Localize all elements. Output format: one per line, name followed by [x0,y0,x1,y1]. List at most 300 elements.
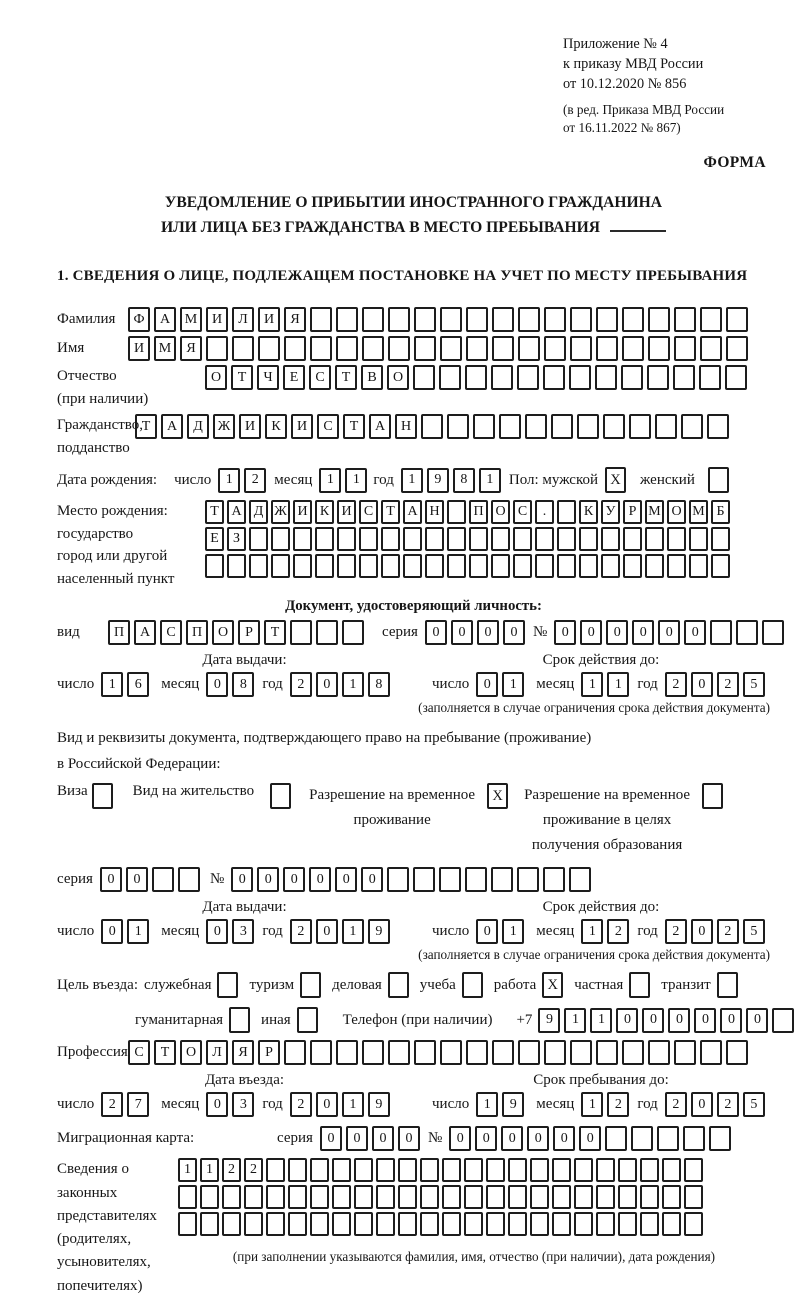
char-cell[interactable]: 0 [346,1126,368,1151]
char-cell[interactable] [544,1040,566,1065]
char-cell[interactable] [570,307,592,332]
char-cell[interactable]: 0 [451,620,473,645]
char-cell[interactable] [530,1212,549,1236]
char-cell[interactable] [508,1212,527,1236]
char-cell[interactable] [178,867,200,892]
char-cell[interactable]: 0 [632,620,654,645]
char-cell[interactable] [425,554,444,578]
char-cell[interactable]: П [108,620,130,645]
char-cell[interactable] [543,867,565,892]
char-cell[interactable]: Т [381,500,400,524]
char-cell[interactable]: И [128,336,150,361]
char-cell[interactable]: С [359,500,378,524]
char-cell[interactable]: Р [238,620,260,645]
char-cell[interactable] [596,1185,615,1209]
char-cell[interactable]: 0 [477,620,499,645]
char-cell[interactable]: 7 [127,1092,149,1117]
char-cell[interactable] [596,1158,615,1182]
char-cell[interactable] [293,554,312,578]
char-cell[interactable]: М [645,500,664,524]
char-cell[interactable] [293,527,312,551]
char-cell[interactable]: А [161,414,183,439]
char-cell[interactable]: 0 [746,1008,768,1033]
char-cell[interactable] [662,1212,681,1236]
char-cell[interactable]: Д [187,414,209,439]
char-cell[interactable] [425,527,444,551]
char-cell[interactable] [601,554,620,578]
char-cell[interactable] [310,1040,332,1065]
char-cell[interactable] [342,620,364,645]
char-cell[interactable]: Т [205,500,224,524]
char-cell[interactable] [518,307,540,332]
char-cell[interactable]: 0 [257,867,279,892]
char-cell[interactable]: С [513,500,532,524]
char-cell[interactable] [376,1212,395,1236]
char-cell[interactable]: 2 [717,672,739,697]
char-cell[interactable]: О [667,500,686,524]
char-cell[interactable] [577,414,599,439]
char-cell[interactable] [772,1008,794,1033]
char-cell[interactable] [684,1158,703,1182]
char-cell[interactable] [513,527,532,551]
char-cell[interactable] [645,554,664,578]
char-cell[interactable] [622,336,644,361]
char-cell[interactable]: С [317,414,339,439]
purpose-work-checkbox[interactable]: X [542,972,563,998]
char-cell[interactable]: Ж [271,500,290,524]
char-cell[interactable] [530,1185,549,1209]
char-cell[interactable] [332,1212,351,1236]
char-cell[interactable] [486,1212,505,1236]
char-cell[interactable] [700,336,722,361]
char-cell[interactable] [310,1212,329,1236]
char-cell[interactable] [601,527,620,551]
char-cell[interactable]: Е [283,365,305,390]
char-cell[interactable]: 0 [616,1008,638,1033]
char-cell[interactable] [337,554,356,578]
char-cell[interactable]: 0 [476,672,498,697]
char-cell[interactable] [244,1212,263,1236]
char-cell[interactable]: 1 [502,919,524,944]
char-cell[interactable]: 1 [342,919,364,944]
char-cell[interactable] [667,554,686,578]
purpose-transit-checkbox[interactable] [717,972,738,998]
char-cell[interactable] [535,527,554,551]
char-cell[interactable]: 0 [503,620,525,645]
char-cell[interactable] [552,1158,571,1182]
char-cell[interactable] [447,527,466,551]
char-cell[interactable] [271,527,290,551]
char-cell[interactable]: 8 [368,672,390,697]
char-cell[interactable]: И [337,500,356,524]
char-cell[interactable]: 0 [642,1008,664,1033]
char-cell[interactable] [683,1126,705,1151]
char-cell[interactable] [414,1040,436,1065]
char-cell[interactable] [707,414,729,439]
char-cell[interactable] [574,1185,593,1209]
char-cell[interactable]: 0 [476,919,498,944]
char-cell[interactable]: 0 [691,1092,713,1117]
char-cell[interactable] [222,1212,241,1236]
char-cell[interactable] [387,867,409,892]
char-cell[interactable]: 5 [743,919,765,944]
char-cell[interactable] [726,336,748,361]
char-cell[interactable] [655,414,677,439]
char-cell[interactable] [420,1185,439,1209]
char-cell[interactable]: К [315,500,334,524]
char-cell[interactable] [674,1040,696,1065]
char-cell[interactable]: 3 [232,919,254,944]
char-cell[interactable] [574,1212,593,1236]
char-cell[interactable]: 0 [691,919,713,944]
char-cell[interactable] [596,1212,615,1236]
char-cell[interactable]: 5 [743,672,765,697]
char-cell[interactable]: Т [264,620,286,645]
char-cell[interactable]: 9 [538,1008,560,1033]
char-cell[interactable] [711,554,730,578]
char-cell[interactable] [618,1158,637,1182]
char-cell[interactable] [359,554,378,578]
char-cell[interactable]: Т [343,414,365,439]
char-cell[interactable] [398,1185,417,1209]
char-cell[interactable] [684,1185,703,1209]
purpose-private-checkbox[interactable] [629,972,650,998]
char-cell[interactable]: Ч [257,365,279,390]
char-cell[interactable] [354,1158,373,1182]
char-cell[interactable] [684,1212,703,1236]
char-cell[interactable]: 2 [244,468,266,493]
char-cell[interactable] [569,867,591,892]
char-cell[interactable] [447,414,469,439]
char-cell[interactable] [711,527,730,551]
char-cell[interactable] [647,365,669,390]
char-cell[interactable]: 1 [479,468,501,493]
char-cell[interactable]: 0 [425,620,447,645]
char-cell[interactable]: С [309,365,331,390]
char-cell[interactable] [640,1185,659,1209]
char-cell[interactable] [466,336,488,361]
char-cell[interactable] [440,336,462,361]
char-cell[interactable] [762,620,784,645]
char-cell[interactable]: 0 [475,1126,497,1151]
purpose-tourism-checkbox[interactable] [300,972,321,998]
char-cell[interactable] [689,527,708,551]
char-cell[interactable] [557,554,576,578]
char-cell[interactable] [662,1185,681,1209]
char-cell[interactable] [557,527,576,551]
char-cell[interactable] [403,554,422,578]
female-checkbox[interactable] [708,467,729,493]
char-cell[interactable] [439,365,461,390]
char-cell[interactable]: 2 [665,672,687,697]
char-cell[interactable] [595,365,617,390]
char-cell[interactable] [421,414,443,439]
char-cell[interactable] [530,1158,549,1182]
char-cell[interactable] [640,1158,659,1182]
char-cell[interactable] [623,527,642,551]
char-cell[interactable] [266,1212,285,1236]
char-cell[interactable]: К [579,500,598,524]
char-cell[interactable] [447,554,466,578]
char-cell[interactable] [439,867,461,892]
char-cell[interactable] [645,527,664,551]
char-cell[interactable] [442,1185,461,1209]
char-cell[interactable]: 2 [290,672,312,697]
char-cell[interactable]: 1 [607,672,629,697]
char-cell[interactable]: Б [711,500,730,524]
char-cell[interactable]: 0 [372,1126,394,1151]
char-cell[interactable] [244,1185,263,1209]
char-cell[interactable] [621,365,643,390]
char-cell[interactable] [544,307,566,332]
char-cell[interactable] [543,365,565,390]
char-cell[interactable] [354,1185,373,1209]
char-cell[interactable]: 2 [665,919,687,944]
char-cell[interactable]: 2 [607,1092,629,1117]
char-cell[interactable] [491,867,513,892]
char-cell[interactable]: 1 [178,1158,197,1182]
char-cell[interactable] [288,1185,307,1209]
char-cell[interactable] [249,527,268,551]
char-cell[interactable] [492,1040,514,1065]
char-cell[interactable]: 0 [501,1126,523,1151]
char-cell[interactable] [249,554,268,578]
char-cell[interactable]: 0 [126,867,148,892]
char-cell[interactable] [700,307,722,332]
char-cell[interactable]: Р [258,1040,280,1065]
char-cell[interactable] [551,414,573,439]
char-cell[interactable] [362,1040,384,1065]
char-cell[interactable]: О [180,1040,202,1065]
char-cell[interactable] [336,1040,358,1065]
char-cell[interactable] [657,1126,679,1151]
char-cell[interactable]: Я [232,1040,254,1065]
char-cell[interactable]: 0 [720,1008,742,1033]
char-cell[interactable] [440,307,462,332]
char-cell[interactable] [513,554,532,578]
char-cell[interactable]: 0 [309,867,331,892]
char-cell[interactable] [491,554,510,578]
char-cell[interactable] [336,336,358,361]
char-cell[interactable] [709,1126,731,1151]
char-cell[interactable]: 0 [398,1126,420,1151]
char-cell[interactable]: 2 [717,919,739,944]
char-cell[interactable] [420,1212,439,1236]
char-cell[interactable]: 1 [476,1092,498,1117]
char-cell[interactable] [700,1040,722,1065]
char-cell[interactable]: Я [284,307,306,332]
char-cell[interactable] [222,1185,241,1209]
char-cell[interactable] [623,554,642,578]
char-cell[interactable] [362,336,384,361]
char-cell[interactable]: Л [206,1040,228,1065]
char-cell[interactable]: Д [249,500,268,524]
char-cell[interactable] [689,554,708,578]
char-cell[interactable] [315,527,334,551]
char-cell[interactable]: 9 [502,1092,524,1117]
char-cell[interactable]: 1 [127,919,149,944]
char-cell[interactable]: П [469,500,488,524]
char-cell[interactable] [464,1185,483,1209]
char-cell[interactable]: 1 [581,1092,603,1117]
char-cell[interactable]: О [205,365,227,390]
char-cell[interactable] [667,527,686,551]
char-cell[interactable]: И [239,414,261,439]
char-cell[interactable] [288,1212,307,1236]
char-cell[interactable] [648,307,670,332]
char-cell[interactable]: 1 [342,672,364,697]
char-cell[interactable] [403,527,422,551]
char-cell[interactable] [398,1212,417,1236]
char-cell[interactable]: 1 [401,468,423,493]
char-cell[interactable]: И [293,500,312,524]
char-cell[interactable] [622,1040,644,1065]
char-cell[interactable] [465,867,487,892]
char-cell[interactable] [232,336,254,361]
char-cell[interactable] [271,554,290,578]
char-cell[interactable] [629,414,651,439]
char-cell[interactable] [618,1212,637,1236]
char-cell[interactable] [200,1185,219,1209]
char-cell[interactable] [465,365,487,390]
char-cell[interactable]: 0 [101,919,123,944]
char-cell[interactable]: И [258,307,280,332]
char-cell[interactable] [336,307,358,332]
char-cell[interactable] [205,554,224,578]
char-cell[interactable] [525,414,547,439]
char-cell[interactable] [508,1185,527,1209]
char-cell[interactable] [569,365,591,390]
char-cell[interactable] [414,307,436,332]
char-cell[interactable]: 1 [218,468,240,493]
char-cell[interactable]: 2 [101,1092,123,1117]
char-cell[interactable] [492,307,514,332]
char-cell[interactable]: 0 [579,1126,601,1151]
char-cell[interactable]: 0 [694,1008,716,1033]
char-cell[interactable] [266,1158,285,1182]
char-cell[interactable] [517,365,539,390]
char-cell[interactable] [473,414,495,439]
char-cell[interactable] [413,365,435,390]
education-permit-checkbox[interactable] [702,783,723,809]
char-cell[interactable] [466,307,488,332]
char-cell[interactable] [557,500,576,524]
char-cell[interactable] [699,365,721,390]
char-cell[interactable]: 2 [244,1158,263,1182]
char-cell[interactable]: 0 [668,1008,690,1033]
char-cell[interactable] [579,554,598,578]
char-cell[interactable]: 0 [554,620,576,645]
male-checkbox[interactable]: X [605,467,626,493]
purpose-other-checkbox[interactable] [297,1007,318,1033]
char-cell[interactable] [518,336,540,361]
char-cell[interactable]: Ж [213,414,235,439]
char-cell[interactable] [736,620,758,645]
char-cell[interactable]: И [206,307,228,332]
char-cell[interactable] [486,1158,505,1182]
char-cell[interactable] [310,1185,329,1209]
char-cell[interactable] [622,307,644,332]
char-cell[interactable] [388,336,410,361]
char-cell[interactable]: О [491,500,510,524]
char-cell[interactable] [673,365,695,390]
char-cell[interactable]: 2 [665,1092,687,1117]
char-cell[interactable]: О [387,365,409,390]
char-cell[interactable]: С [128,1040,150,1065]
char-cell[interactable] [648,1040,670,1065]
char-cell[interactable]: И [291,414,313,439]
char-cell[interactable]: 0 [316,672,338,697]
char-cell[interactable] [206,336,228,361]
char-cell[interactable] [674,336,696,361]
char-cell[interactable] [316,620,338,645]
char-cell[interactable]: 0 [691,672,713,697]
char-cell[interactable] [310,336,332,361]
char-cell[interactable] [447,500,466,524]
char-cell[interactable]: З [227,527,246,551]
char-cell[interactable]: М [154,336,176,361]
char-cell[interactable] [570,336,592,361]
char-cell[interactable] [596,1040,618,1065]
char-cell[interactable] [464,1158,483,1182]
char-cell[interactable] [354,1212,373,1236]
char-cell[interactable]: 1 [319,468,341,493]
char-cell[interactable] [631,1126,653,1151]
char-cell[interactable] [284,336,306,361]
char-cell[interactable] [315,554,334,578]
char-cell[interactable] [310,1158,329,1182]
char-cell[interactable]: У [601,500,620,524]
char-cell[interactable] [605,1126,627,1151]
char-cell[interactable]: Я [180,336,202,361]
char-cell[interactable] [178,1212,197,1236]
char-cell[interactable]: О [212,620,234,645]
char-cell[interactable]: 9 [427,468,449,493]
char-cell[interactable]: 2 [222,1158,241,1182]
char-cell[interactable] [332,1158,351,1182]
char-cell[interactable] [674,307,696,332]
char-cell[interactable]: 0 [361,867,383,892]
char-cell[interactable] [398,1158,417,1182]
char-cell[interactable] [376,1185,395,1209]
char-cell[interactable]: К [265,414,287,439]
char-cell[interactable]: А [369,414,391,439]
char-cell[interactable] [491,365,513,390]
char-cell[interactable] [469,554,488,578]
char-cell[interactable] [388,1040,410,1065]
char-cell[interactable] [288,1158,307,1182]
char-cell[interactable] [200,1212,219,1236]
char-cell[interactable]: А [403,500,422,524]
char-cell[interactable] [442,1212,461,1236]
char-cell[interactable] [381,554,400,578]
char-cell[interactable]: 0 [449,1126,471,1151]
char-cell[interactable]: 1 [581,672,603,697]
char-cell[interactable]: 0 [231,867,253,892]
char-cell[interactable] [552,1185,571,1209]
char-cell[interactable]: Ф [128,307,150,332]
char-cell[interactable]: 1 [345,468,367,493]
char-cell[interactable]: 9 [368,919,390,944]
char-cell[interactable] [486,1185,505,1209]
char-cell[interactable]: 0 [658,620,680,645]
char-cell[interactable] [290,620,312,645]
purpose-business-checkbox[interactable] [388,972,409,998]
char-cell[interactable] [442,1158,461,1182]
char-cell[interactable]: Т [335,365,357,390]
purpose-official-checkbox[interactable] [217,972,238,998]
char-cell[interactable]: 2 [607,919,629,944]
